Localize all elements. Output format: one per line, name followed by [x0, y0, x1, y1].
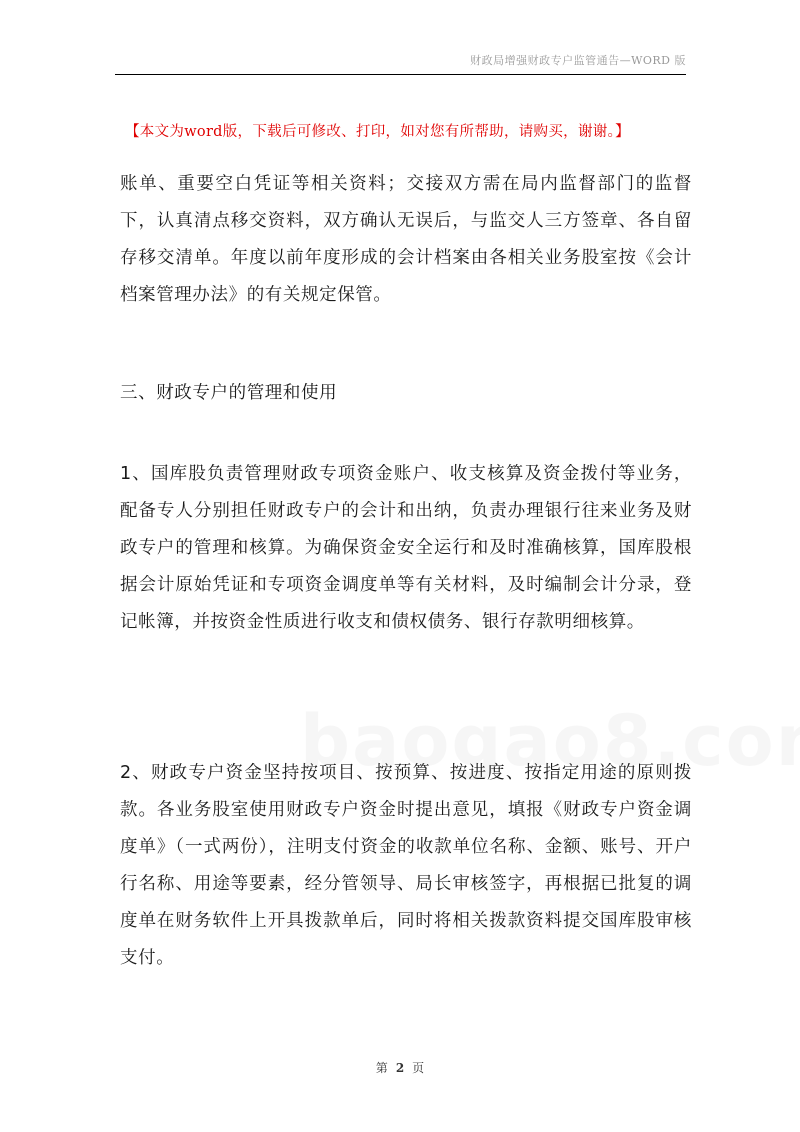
purchase-notice: 【本文为word版，下载后可修改、打印，如对您有所帮助，请购买，谢谢。】	[125, 124, 630, 140]
page-footer	[0, 1059, 800, 1076]
header-rule	[115, 74, 686, 75]
running-header: 财政局增强财政专户监管通告—WORD 版	[470, 54, 686, 67]
footer-prefix: 第	[375, 1061, 388, 1075]
paragraph-item-1: 1、国库股负责管理财政专项资金账户、收支核算及资金拨付等业务，配备专人分别担任财政专户的会计和出纳，负责办理银行往来业务及财政专户的管理和核算。为确保资金安全运行和及时准确核算，国库股根据会计原始凭证和专项资金调度单等有关材料，及时编制会计分录，登记帐簿，并按资金性质进行收支和债权债务、银行存款明细核算。	[120, 464, 692, 632]
section-heading: 三、财政专户的管理和使用	[120, 383, 338, 403]
page-number: 2	[395, 1061, 405, 1075]
paragraph-item-2: 2、财政专户资金坚持按项目、按预算、按进度、按指定用途的原则拨款。各业务股室使用财政专户资金时提出意见，填报《财政专户资金调度单》（一式两份），注明支付资金的收款单位名称、金额、账号、开户行名称、用途等要素，经分管领导、局长审核签字，再根据已批复的调度单在财务软件上开具拨款单后，同时将相关拨款资料提交国库股审核支付。	[120, 763, 692, 968]
footer-suffix: 页	[412, 1061, 425, 1075]
paragraph-archive-handover: 账单、重要空白凭证等相关资料；交接双方需在局内监督部门的监督下，认真清点移交资料，双方确认无误后，与监交人三方签章、各自留存移交清单。年度以前年度形成的会计档案由各相关业务股室按《会计档案管理办法》的有关规定保管。	[120, 174, 692, 305]
